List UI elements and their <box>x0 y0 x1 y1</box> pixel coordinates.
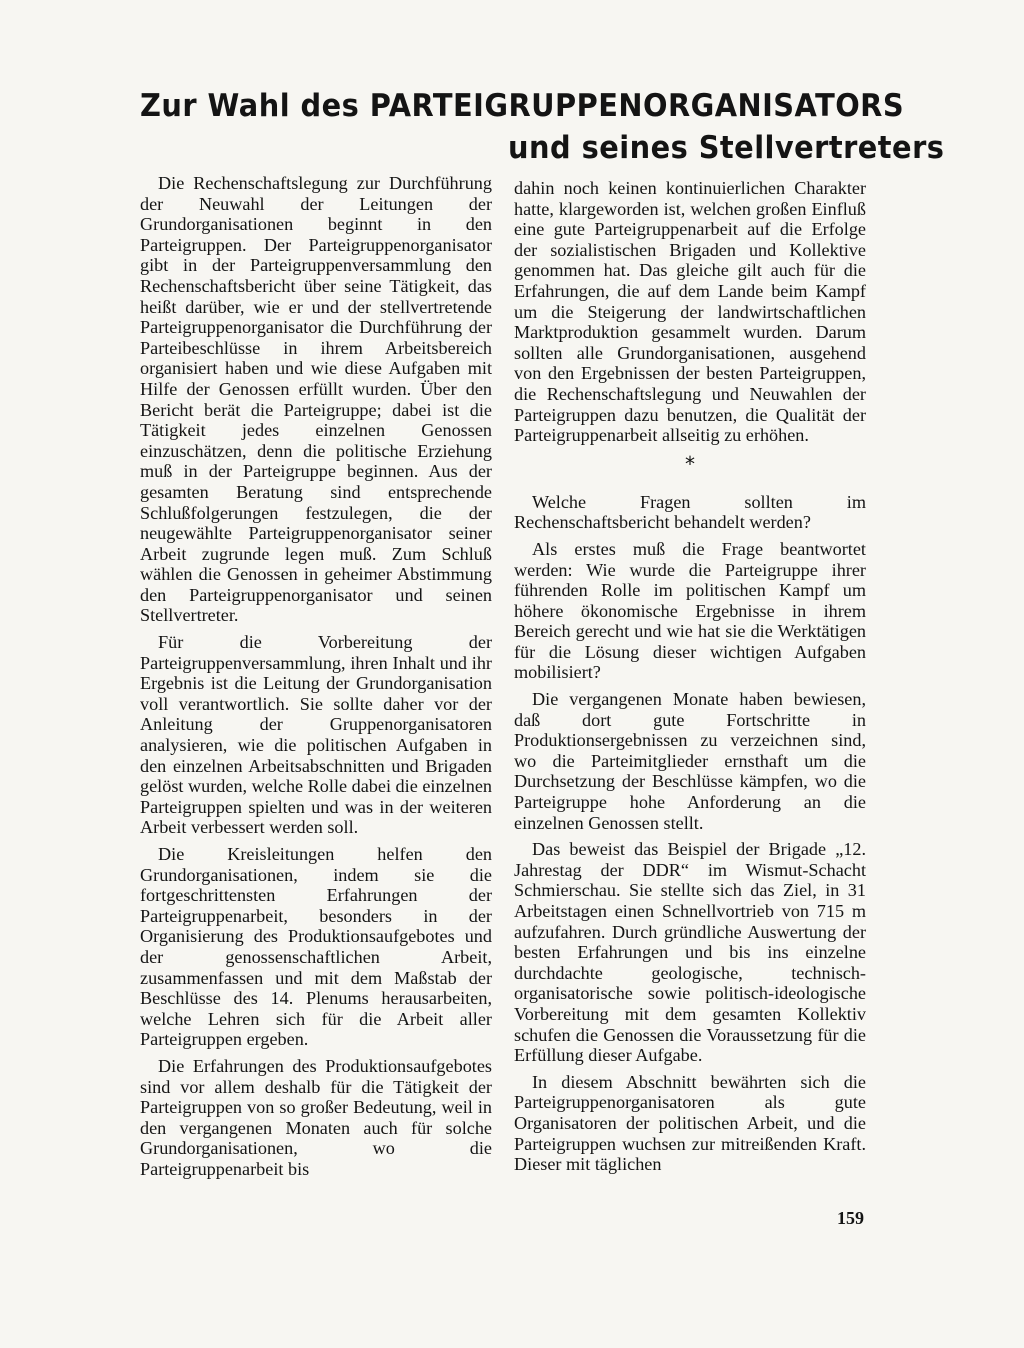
paragraph: Die Rechenschaftslegung zur Durchführung der Neuwahl der Leitungen der Grundorganisationen beginnt in den Parteigruppen. Der Parteigruppenorganisator gibt in der Parteigruppenversammlung den Rechenschaftsbericht über seine Tätigkeit, das heißt darüber, wie er und der stellvertretende Parteigruppenorganisator die Durchführung der Parteibeschlüsse in ihrem Arbeitsbereich organisiert haben und wie diese Aufgaben mit Hilfe der Genossen erfüllt wurden. Über den Bericht berät die Parteigruppe; dabei ist die Tätigkeit jedes einzelnen Genossen einzuschätzen, denn die politische Erziehung muß in der Parteigruppe beginnen. Aus der gesamten Beratung sind entsprechende Schlußfolgerungen festzulegen, die der neugewählte Parteigruppenorganisator seiner Arbeit zugrunde legen muß. Zum Schluß wählen die Genossen in geheimer Abstimmung den Parteigruppenorganisator und seinen Stellvertreter. <box>140 173 492 626</box>
paragraph: In diesem Abschnitt bewährten sich die Parteigruppenorganisatoren als gute Organisatoren der politischen Arbeit, und die Parteigruppen wuchsen zur mitreißenden Kraft. Dieser mit täglichen <box>514 1071 866 1175</box>
right-column <box>514 178 866 1181</box>
title-line-2: und seines Stellvertreters <box>508 130 945 166</box>
title-line-1: Zur Wahl des PARTEIGRUPPENORGANISATORS <box>140 88 905 124</box>
paragraph: Die Kreisleitungen helfen den Grundorganisationen, indem sie die fortgeschrittensten Erfahrungen der Parteigruppenarbeit, besonders in der Organisierung des Produktionsaufgebotes und der genossenschaftlichen Arbeit, zusammenfassen und mit dem Maßstab der Beschlüsse des 14. Plenums herausarbeiten, welche Lehren sich für die Arbeit aller Parteigruppen ergeben. <box>140 844 492 1050</box>
page-number: 159 <box>837 1208 864 1228</box>
paragraph: Das beweist das Beispiel der Brigade „12. Jahrestag der DDR“ im Wismut-Schacht Schmierschau. Sie stellte sich das Ziel, in 31 Arbeitstagen einen Schnellvortrieb von 715 m aufzufahren. Durch gründliche Auswertung der besten Erfahrungen und bis ins einzelne durchdachte geologische, technisch-organisatorische sowie politisch-ideologische Vorbereitung mit dem gesamten Kollektiv schufen die Genossen die Voraussetzung für die Erfüllung dieser Aufgabe. <box>514 839 866 1066</box>
paragraph: Welche Fragen sollten im Rechenschaftsbericht behandelt werden? <box>514 491 866 533</box>
paragraph: Die vergangenen Monate haben bewiesen, daß dort gute Fortschritte in Produktionsergebnissen zu verzeichnen sind, wo die Parteimitglieder ernsthaft um die Durchsetzung der Beschlüsse kämpfen, wo die Parteigruppe hohe Anforderung an die einzelnen Genossen stellt. <box>514 689 866 833</box>
paragraph: Für die Vorbereitung der Parteigruppenversammlung, ihren Inhalt und ihr Ergebnis ist die Leitung der Grundorganisation voll verantwortlich. Sie sollte daher vor der Anleitung der Gruppenorganisatoren analysieren, wie die politischen Aufgaben in den einzelnen Arbeitsabschnitten und Brigaden gelöst wurden, welche Rolle dabei die einzelnen Parteigruppen spielten und was in der weiteren Arbeit verbessert werden soll. <box>140 632 493 838</box>
section-separator: * <box>685 451 695 476</box>
paragraph: dahin noch keinen kontinuierlichen Charakter hatte, klargeworden ist, welchen großen Einfluß eine gute Parteigruppenarbeit auf die Erfolge der sozialistischen Brigaden und Kollektive genommen hat. Das gleiche gilt auch für die Erfahrungen, die auf dem Lande beim Kampf um die Steigerung der landwirtschaftlichen Marktproduktion gesammelt wurden. Darum sollten alle Grundorganisationen, ausgehend von den Ergebnissen der besten Parteigruppen, die Rechenschaftslegung und Neuwahlen der Parteigruppen dazu benutzen, die Qualität der Parteigruppenarbeit allseitig zu erhöhen. <box>514 178 866 446</box>
paragraph: Als erstes muß die Frage beantwortet werden: Wie wurde die Parteigruppe ihrer führenden Rolle im politischen Kampf um höhere ökonomische Ergebnisse in ihrem Bereich gerecht und wie hat sie die Werktätigen für die Lösung dieser wichtigen Aufgaben mobilisiert? <box>514 538 866 683</box>
paragraph: Die Erfahrungen des Produktionsaufgebotes sind vor allem deshalb für die Tätigkeit der Parteigruppen von so großer Bedeutung, weil in den vergangenen Monaten auch für solche Grundorganisationen, wo die Parteigruppenarbeit bis <box>140 1055 492 1179</box>
left-column <box>140 173 492 1186</box>
